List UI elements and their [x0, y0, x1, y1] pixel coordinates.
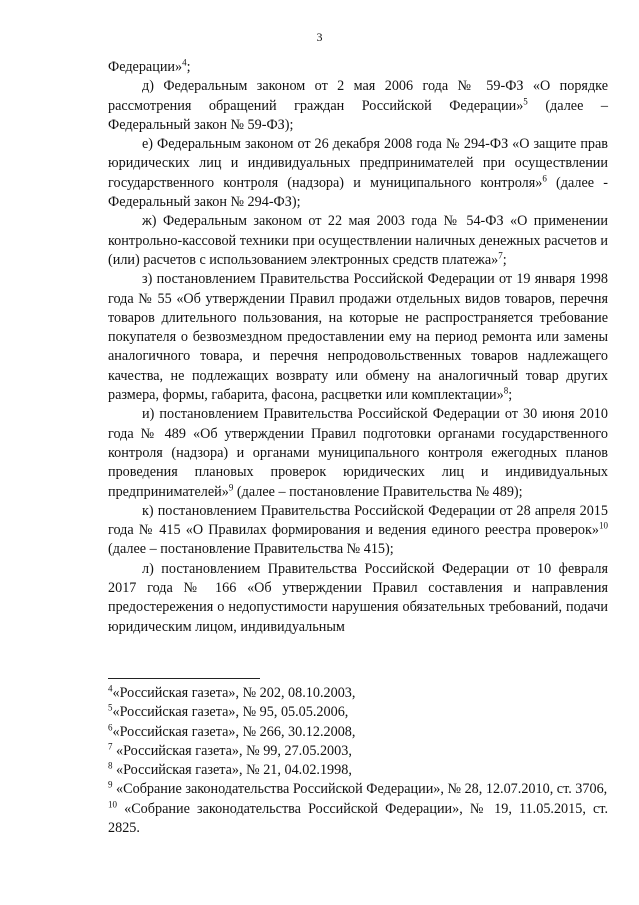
footnote-number: 5: [108, 702, 113, 713]
footnote-separator: [108, 678, 260, 679]
footnote-ref: 10: [599, 520, 608, 531]
footnote-text: «Российская газета», № 21, 04.02.1998,: [112, 762, 352, 779]
paragraph-item-l: [108, 560, 608, 637]
paragraph-tail: ;: [502, 251, 507, 268]
paragraph-tail: ;: [508, 387, 513, 404]
footnote-7: [108, 742, 608, 761]
paragraph-text: к) постановлением Правительства Российской Федерации от 28 апреля 2015 года № 415 «О Правилах формирования и ведения единого реестра проверок»: [108, 502, 608, 539]
footnote-5: [108, 703, 608, 722]
footnote-number: 4: [108, 683, 113, 694]
footnote-text: «Собрание законодательства Российской Федерации», № 19, 11.05.2015, ст. 2825.: [108, 800, 608, 837]
paragraph-text: з) постановлением Правительства Российской Федерации от 19 января 1998 года № 55 «Об утверждении Правил продажи отдельных видов товаров, перечня товаров длительного пользования, на которые не распространяется требование покупателя о безвозмездном предоставлении ему на период ремонта или замены аналогичного товара, и перечня непродовольственных товаров надлежащего качества, не подлежащих возврату или обмену на аналогичный товар других размера, формы, габарита, фасона, расцветки или комплектации»: [108, 271, 608, 404]
footnote-ref: 6: [542, 173, 547, 184]
footnote-number: 7: [108, 741, 113, 752]
paragraph-item-e: [108, 135, 608, 212]
paragraph-text: д) Федеральным законом от 2 мая 2006 года № 59-ФЗ «О порядке рассмотрения обращений граждан Российской Федерации»: [108, 78, 608, 114]
footnote-text: «Российская газета», № 95, 05.05.2006,: [112, 704, 349, 721]
paragraph-tail: (далее – Федеральный закон № 59-ФЗ);: [108, 97, 608, 133]
footnote-text: «Российская газета», № 266, 30.12.2008,: [112, 723, 356, 740]
footnote-ref: 8: [503, 385, 509, 396]
paragraph-item-k: [108, 502, 608, 560]
footnote-9: [108, 780, 608, 799]
footnote-ref: 5: [523, 95, 528, 106]
footnote-number: 6: [108, 721, 113, 732]
paragraph-text: Федерации»: [108, 59, 183, 75]
paragraph-tail: (далее – постановление Правительства № 415);: [108, 541, 394, 558]
document-body: [108, 58, 608, 637]
paragraph-text: ж) Федеральным законом от 22 мая 2003 года № 54-ФЗ «О применении контрольно-кассовой техники при осуществлении наличных денежных расчетов и (или) расчетов с использованием электронных средств платежа»: [108, 213, 608, 268]
paragraph-tail: ;: [186, 59, 191, 75]
paragraph-item-i: [108, 405, 608, 501]
paragraph-item-z: [108, 270, 608, 405]
footnote-text: «Российская газета», № 202, 08.10.2003,: [112, 685, 356, 701]
footnote-number: 8: [108, 760, 113, 771]
footnote-6: [108, 723, 608, 742]
paragraph-text: и) постановлением Правительства Российской Федерации от 30 июня 2010 года № 489 «Об утверждении Правил подготовки органами государственного контроля (надзора) и органами муниципального контроля ежегодных планов проведения плановых проверок юридических лиц и индивидуальных предпринимателей»: [108, 406, 608, 500]
footnote-text: «Собрание законодательства Российской Федерации», № 28, 12.07.2010, ст. 3706,: [112, 781, 608, 798]
paragraph-tail: (далее – постановление Правительства № 489);: [233, 483, 523, 500]
footnote-10: [108, 800, 608, 839]
paragraph-tail: (далее - Федеральный закон № 294-ФЗ);: [108, 174, 608, 211]
footnote-number: 9: [108, 779, 113, 790]
paragraph-text: л) постановлением Правительства Российской Федерации от 10 февраля 2017 года № 166 «Об утверждении Правил составления и направления предостережения о недопустимости нарушения обязательных требований, подачи юридическим лицом, индивидуальным: [108, 560, 608, 635]
footnote-ref: 9: [228, 481, 234, 492]
footnotes: [108, 684, 608, 838]
footnote-ref: 4: [182, 57, 187, 68]
paragraph-intro: [108, 58, 608, 77]
paragraph-item-d: [108, 77, 608, 135]
footnote-text: «Российская газета», № 99, 27.05.2003,: [112, 742, 352, 759]
page-number: 3: [316, 30, 323, 44]
footnote-8: [108, 761, 608, 780]
footnote-number: 10: [108, 799, 117, 810]
footnote-ref: 7: [498, 250, 503, 261]
paragraph-text: е) Федеральным законом от 26 декабря 2008 года № 294-ФЗ «О защите прав юридических лиц и индивидуальных предпринимателей при осуществлении государственного контроля (надзора) и муниципального контроля»: [108, 136, 608, 191]
paragraph-item-zh: [108, 212, 608, 270]
footnote-4: [108, 684, 608, 703]
